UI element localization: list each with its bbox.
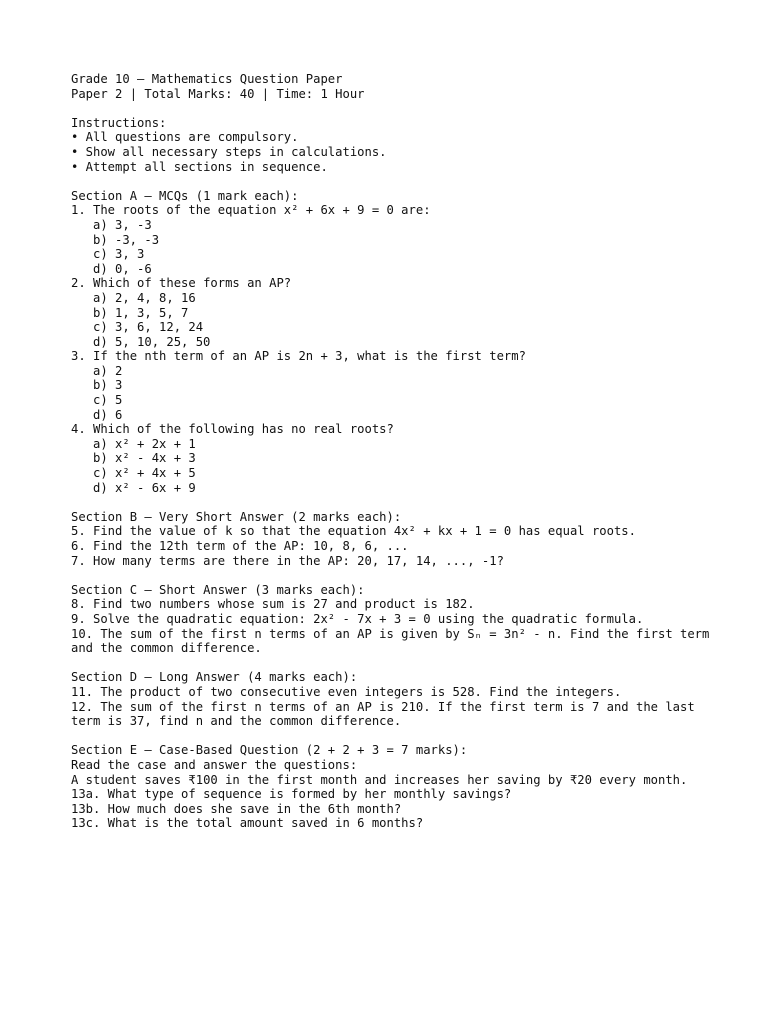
question-9: 9. Solve the quadratic equation: 2x² - 7x + 3 = 0 using the quadratic formula. (71, 611, 644, 626)
option: d) x² - 6x + 9 (93, 480, 196, 495)
question-13b: 13b. How much does she save in the 6th month? (71, 801, 402, 816)
question-4: 4. Which of the following has no real roots? (71, 422, 394, 437)
option: a) 3, -3 (93, 217, 152, 232)
question-5: 5. Find the value of k so that the equation 4x² + kx + 1 = 0 has equal roots. (71, 524, 636, 539)
instruction-item: • All questions are compulsory. (71, 130, 299, 145)
question-3: 3. If the nth term of an AP is 2n + 3, what is the first term? (71, 349, 526, 364)
option: c) 3, 6, 12, 24 (93, 320, 204, 335)
paper-title: Grade 10 – Mathematics Question Paper (71, 72, 343, 86)
option: d) 5, 10, 25, 50 (93, 334, 211, 349)
option: b) 1, 3, 5, 7 (93, 305, 189, 320)
question-paper (71, 72, 717, 831)
question-7: 7. How many terms are there in the AP: 20, 17, 14, ..., -1? (71, 553, 504, 568)
question-2: 2. Which of these forms an AP? (71, 276, 292, 291)
option: b) x² - 4x + 3 (93, 451, 196, 466)
instructions-heading: Instructions: (71, 115, 167, 130)
section-a-heading: Section A – MCQs (1 mark each): (71, 188, 299, 203)
option: d) 0, -6 (93, 261, 152, 276)
case-text: A student saves ₹100 in the first month and increases her saving by ₹20 every month. (71, 772, 688, 787)
question-13c: 13c. What is the total amount saved in 6 months? (71, 816, 424, 831)
section-d-heading: Section D – Long Answer (4 marks each): (71, 670, 358, 685)
section-b-heading: Section B – Very Short Answer (2 marks each): (71, 509, 402, 524)
option: a) 2, 4, 8, 16 (93, 290, 196, 305)
question-13a: 13a. What type of sequence is formed by her monthly savings? (71, 787, 512, 802)
question-1: 1. The roots of the equation x² + 6x + 9 = 0 are: (71, 203, 431, 218)
question-8: 8. Find two numbers whose sum is 27 and product is 182. (71, 597, 475, 612)
instruction-item: • Attempt all sections in sequence. (71, 159, 328, 174)
question-12: 12. The sum of the first n terms of an AP is 210. If the first term is 7 and the last term is 37, find n and the common difference. (71, 699, 703, 729)
option: a) x² + 2x + 1 (93, 436, 196, 451)
option: b) 3 (93, 378, 123, 393)
option: d) 6 (93, 407, 123, 422)
question-6: 6. Find the 12th term of the AP: 10, 8, 6, ... (71, 539, 409, 553)
case-intro: Read the case and answer the questions: (71, 757, 358, 772)
instruction-item: • Show all necessary steps in calculations. (71, 144, 387, 159)
question-10: 10. The sum of the first n terms of an AP is given by Sₙ = 3n² - n. Find the first term and the common difference. (71, 626, 717, 656)
question-11: 11. The product of two consecutive even integers is 528. Find the integers. (71, 684, 622, 699)
option: c) 3, 3 (93, 247, 145, 262)
option: b) -3, -3 (93, 232, 160, 247)
option: c) 5 (93, 393, 123, 408)
option: c) x² + 4x + 5 (93, 466, 196, 481)
section-c-heading: Section C – Short Answer (3 marks each): (71, 582, 365, 597)
paper-subtitle: Paper 2 | Total Marks: 40 | Time: 1 Hour (71, 86, 365, 101)
section-e-heading: Section E – Case-Based Question (2 + 2 + 3 = 7 marks): (71, 743, 468, 758)
option: a) 2 (93, 363, 123, 378)
